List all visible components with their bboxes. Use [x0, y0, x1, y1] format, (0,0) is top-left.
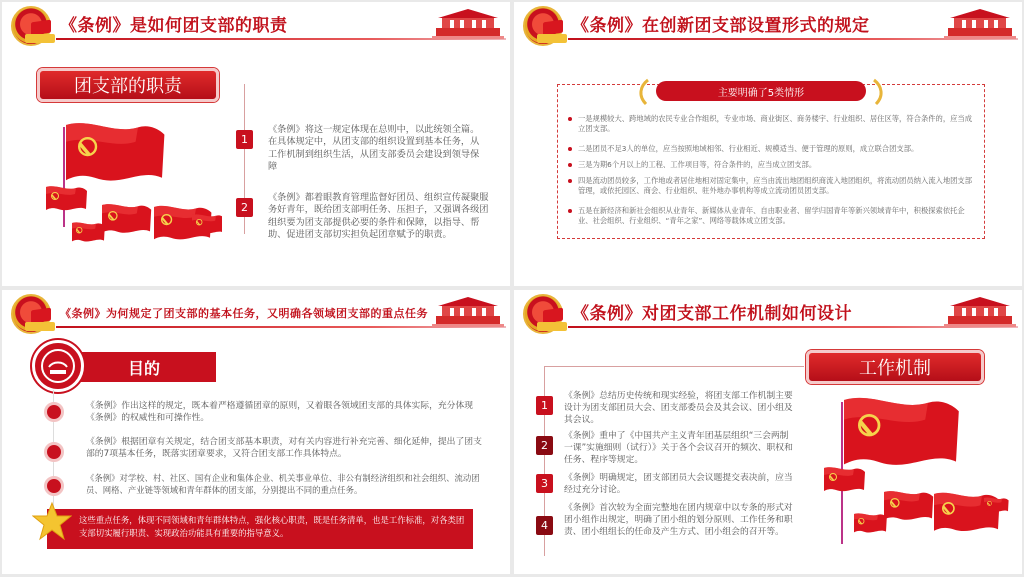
section-tag: 团支部的职责 [37, 68, 219, 102]
goal-bar: 目的 [58, 352, 216, 382]
summary-note: 这些重点任务，体现不同领域和青年群体特点，强化核心职责，既是任务清单，也是工作标准，对各类团支部切实履行职责、实现政治功能具有重要的指导意义。 [47, 509, 473, 549]
item-number: 4 [536, 516, 553, 535]
item-number: 1 [536, 396, 553, 415]
slide-title: 《条例》在创新团支部设置形式的规定 [572, 16, 870, 36]
red-flags-illustration [42, 117, 222, 262]
tiananmen-gate-icon [432, 6, 504, 40]
section-tag: 工作机制 [806, 350, 984, 384]
item-text: 《条例》作出这样的规定，既本着严格遵循团章的原则，又着眼各领域团支部的具体实际，充分体现《条例》的权威性和可操作性。 [86, 401, 474, 424]
tiananmen-gate-icon [944, 294, 1016, 328]
list-item: 二是团员不足3人的单位，应当按照地域相邻、行业相近、规模适当、便于管理的原则，成立联合团支部。 [578, 144, 978, 154]
tiananmen-gate-icon [944, 6, 1016, 40]
red-flags-illustration [814, 394, 1014, 554]
list-item: 四是流动团员较多，工作地或者居住地相对固定集中，应当由流出地团组织商流入地团组织，将流动团员纳入流入地团支部管理，或依托园区、商会、行业组织、驻外地办事机构等成立流动团员团支部。 [578, 176, 978, 196]
slide-header [514, 2, 1022, 48]
list-item: 一是规模较大、跨地域的农民专业合作组织，专业市场、商业街区、商务楼宇、行业组织、居住区等，符合条件的，应当成立团支部。 [578, 114, 978, 134]
bullet-dot [44, 442, 64, 462]
slide-4[interactable] [514, 290, 1022, 574]
item-text: 《条例》重申了《中国共产主义青年团基层组织“三会两制一课”实施细则（试行）》关于各个会议召开的频次、职权和任务、程序等规定。 [564, 431, 793, 465]
list-item: 三是为期6个月以上的工程、工作项目等，符合条件的，应当成立团支部。 [578, 160, 978, 170]
slide-header [2, 2, 510, 48]
slide-header [2, 290, 510, 336]
slide-title: 《条例》是如何团支部的职责 [60, 16, 288, 36]
youth-league-emblem-icon [523, 6, 563, 46]
item-text: 《条例》对学校、村、社区、国有企业和集体企业、机关事业单位、非公有制经济组织和社会组织、流动团员、网格、产业链等领域和青年群体的团支部，分别提出不同的重点任务。 [86, 473, 480, 496]
item-number: 1 [236, 130, 253, 149]
item-text: 《条例》明确规定，团支部团员大会议题提交表决前，应当经过充分讨论。 [564, 473, 793, 495]
list-item: 五是在新经济和新社会组织从业青年、新媒体从业青年、自由职业者、留学归国青年等新兴领域青年中，积极探索依托企业、社会组织、行业组织、“青年之家”、网络等载体成立团支部。 [578, 206, 978, 226]
slide-title: 《条例》为何规定了团支部的基本任务，又明确各领域团支部的重点任务 [60, 307, 428, 320]
item-text: 《条例》根据团章有关规定，结合团支部基本职责，对有关内容进行补充完善、细化延伸，提出了团支部的7项基本任务，既落实团章要求，又符合团支部工作具体特点。 [86, 437, 482, 460]
timeline-connector [544, 366, 804, 367]
item-number: 3 [536, 474, 553, 493]
slide-1[interactable] [2, 2, 510, 286]
section-pill: 主要明确了5类情形 [656, 81, 866, 101]
item-text: 《条例》都着眼教育管理监督好团员、组织宣传凝聚服务好青年，既给团支部明任务、压担子，又强调各级团组织要为团支部提供必要的条件和保障，以指导、帮助、促进团支部切实担负起团章赋予的职责。 [268, 192, 489, 241]
slide-title: 《条例》对团支部工作机制如何设计 [572, 304, 852, 324]
tiananmen-gate-icon [432, 294, 504, 328]
youth-league-badge-icon [32, 340, 84, 392]
item-text: 《条例》将这一规定体现在总则中，以此统领全篇。在具体规定中，从团支部的组织设置到基本任务，从工作机制到组织生活，从团支部委员会建设到领导保障 [268, 124, 480, 173]
slide-3[interactable] [2, 290, 510, 574]
youth-league-emblem-icon [11, 6, 51, 46]
item-text: 《条例》首次较为全面完整地在团内规章中以专条的形式对团小组作出规定，明确了团小组的划分原则、工作任务和职责、团小组组长的任命及产生方式、团小组会的召开等。 [564, 503, 793, 537]
slide-2[interactable] [514, 2, 1022, 286]
star-icon [32, 501, 72, 541]
youth-league-emblem-icon [11, 294, 51, 334]
bullet-dot [44, 402, 64, 422]
slide-header [514, 290, 1022, 336]
item-text: 《条例》总结历史传统和现实经验，将团支部工作机制主要设计为团支部团员大会、团支部委员会及其会议、团小组及其会议。 [564, 391, 793, 425]
item-number: 2 [536, 436, 553, 455]
bullet-dot [44, 476, 64, 496]
youth-league-emblem-icon [523, 294, 563, 334]
item-number: 2 [236, 198, 253, 217]
